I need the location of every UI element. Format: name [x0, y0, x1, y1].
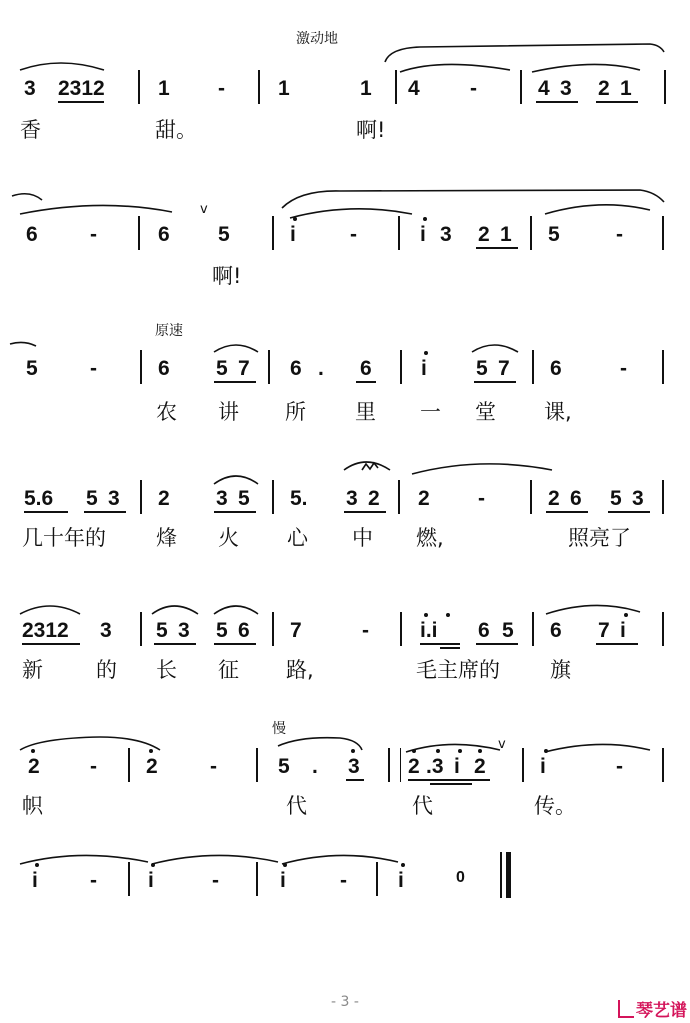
- barline-final-thin: [500, 852, 502, 898]
- note: 5: [238, 487, 250, 510]
- breath-mark: v: [200, 202, 208, 217]
- lyric: 课,: [544, 400, 572, 424]
- note: -: [90, 755, 97, 778]
- high-dot: [283, 863, 287, 867]
- note: 2: [158, 487, 170, 510]
- high-dot: [35, 863, 39, 867]
- note: -: [210, 755, 217, 778]
- lyric: 代: [412, 794, 433, 818]
- lyric: 甜。: [155, 118, 197, 142]
- note: -: [218, 77, 225, 100]
- note: -: [620, 357, 627, 380]
- note: 3: [440, 223, 452, 246]
- note: i: [148, 869, 154, 892]
- lyric: 照亮了: [568, 526, 631, 550]
- lyric: 中: [352, 526, 373, 550]
- note: 3: [348, 755, 360, 778]
- lyric: 旗: [550, 658, 571, 682]
- note: i: [290, 223, 296, 246]
- annotation-slow: 慢: [272, 721, 286, 737]
- note: 1: [360, 77, 372, 100]
- note: 3: [178, 619, 190, 642]
- note: 6: [238, 619, 250, 642]
- lyric: 长: [156, 658, 177, 682]
- lyric: 的: [96, 658, 117, 682]
- barline-final-thick: [506, 852, 511, 898]
- note: 3: [24, 77, 36, 100]
- lyric: 堂: [475, 400, 496, 424]
- note-rest: 0: [456, 869, 465, 886]
- note: -: [90, 223, 97, 246]
- logo-icon: [618, 1000, 634, 1018]
- note: 5: [548, 223, 560, 246]
- note: -: [470, 77, 477, 100]
- note: 3: [108, 487, 120, 510]
- note: -: [90, 869, 97, 892]
- note: i: [421, 357, 427, 380]
- lyric: 里: [355, 400, 376, 424]
- note: i: [620, 619, 626, 642]
- note: 5: [216, 357, 228, 380]
- breath-mark: v: [498, 737, 506, 752]
- note: 2: [28, 755, 40, 778]
- note: 5: [476, 357, 488, 380]
- note: 1: [158, 77, 170, 100]
- note: 2: [368, 487, 380, 510]
- note: 4: [408, 77, 420, 100]
- lyric: 传。: [534, 794, 576, 818]
- note: 5: [86, 487, 98, 510]
- note: -: [616, 755, 623, 778]
- note: 2: [474, 755, 486, 778]
- note: 5: [502, 619, 514, 642]
- note: 5: [278, 755, 290, 778]
- note: .: [318, 357, 324, 380]
- note: 4: [538, 77, 550, 100]
- note: i: [398, 869, 404, 892]
- note: i: [420, 223, 426, 246]
- note: 6: [360, 357, 372, 380]
- note: 6: [550, 357, 562, 380]
- note: 5.6: [24, 487, 54, 510]
- note: 5: [156, 619, 168, 642]
- note: 3: [632, 487, 644, 510]
- note: 1: [278, 77, 290, 100]
- lyric: 香: [20, 118, 41, 142]
- lyric: 一: [420, 400, 441, 424]
- note: 2: [408, 755, 420, 778]
- note: 5: [218, 223, 230, 246]
- note: 7: [290, 619, 302, 642]
- lyric: 心: [287, 526, 308, 550]
- note: 2312: [58, 77, 105, 100]
- lyric: 啊!: [356, 118, 386, 142]
- note: 7: [238, 357, 250, 380]
- note: 2: [418, 487, 430, 510]
- note: 1: [500, 223, 512, 246]
- note: -: [90, 357, 97, 380]
- lyric: 帜: [22, 794, 43, 818]
- lyric: 几十年的: [22, 526, 106, 550]
- page-number: - 3 -: [331, 994, 359, 1010]
- note: 2312: [22, 619, 69, 642]
- note: 2: [146, 755, 158, 778]
- note: -: [350, 223, 357, 246]
- note: 6: [26, 223, 38, 246]
- note: 3: [346, 487, 358, 510]
- note: i: [32, 869, 38, 892]
- note: -: [340, 869, 347, 892]
- note: 2: [598, 77, 610, 100]
- note: -: [212, 869, 219, 892]
- lyric: 烽: [156, 526, 177, 550]
- note: 7: [498, 357, 510, 380]
- note: 5.: [290, 487, 308, 510]
- note: 6: [158, 357, 170, 380]
- note: i: [454, 755, 460, 778]
- barline: [256, 862, 258, 896]
- note: 7: [598, 619, 610, 642]
- note: 6: [550, 619, 562, 642]
- watermark-text: 琴艺谱: [636, 1001, 687, 1021]
- high-dot: [401, 863, 405, 867]
- watermark-logo: [618, 996, 687, 1021]
- note: 5: [26, 357, 38, 380]
- lyric: 毛主席的: [416, 658, 500, 682]
- lyric: 啊!: [212, 264, 242, 288]
- note: 3: [216, 487, 228, 510]
- lyric: 所: [285, 400, 306, 424]
- note: 6: [158, 223, 170, 246]
- lyric: 征: [218, 658, 239, 682]
- note: 2: [478, 223, 490, 246]
- lyric: 燃,: [416, 526, 444, 550]
- note: i: [280, 869, 286, 892]
- lyric: 新: [22, 658, 43, 682]
- barline: [128, 862, 130, 896]
- note: 6: [478, 619, 490, 642]
- note: -: [616, 223, 623, 246]
- lyric: 火: [218, 526, 239, 550]
- barline: [376, 862, 378, 896]
- note: 3: [560, 77, 572, 100]
- lyric: 讲: [218, 400, 239, 424]
- note: 2: [548, 487, 560, 510]
- note: 3: [100, 619, 112, 642]
- note: .3: [426, 755, 444, 778]
- note: -: [478, 487, 485, 510]
- lyric: 路,: [286, 658, 314, 682]
- note: 6: [290, 357, 302, 380]
- high-dot: [151, 863, 155, 867]
- note: i: [540, 755, 546, 778]
- annotation-original-tempo: 原速: [155, 323, 183, 339]
- note: 5: [610, 487, 622, 510]
- note: 5: [216, 619, 228, 642]
- annotation-excited: 激动地: [296, 31, 338, 47]
- note: i.i: [420, 619, 438, 642]
- note: -: [362, 619, 369, 642]
- note: 6: [570, 487, 582, 510]
- lyric: 代: [286, 794, 307, 818]
- note: 1: [620, 77, 632, 100]
- note: .: [312, 755, 318, 778]
- lyric: 农: [156, 400, 177, 424]
